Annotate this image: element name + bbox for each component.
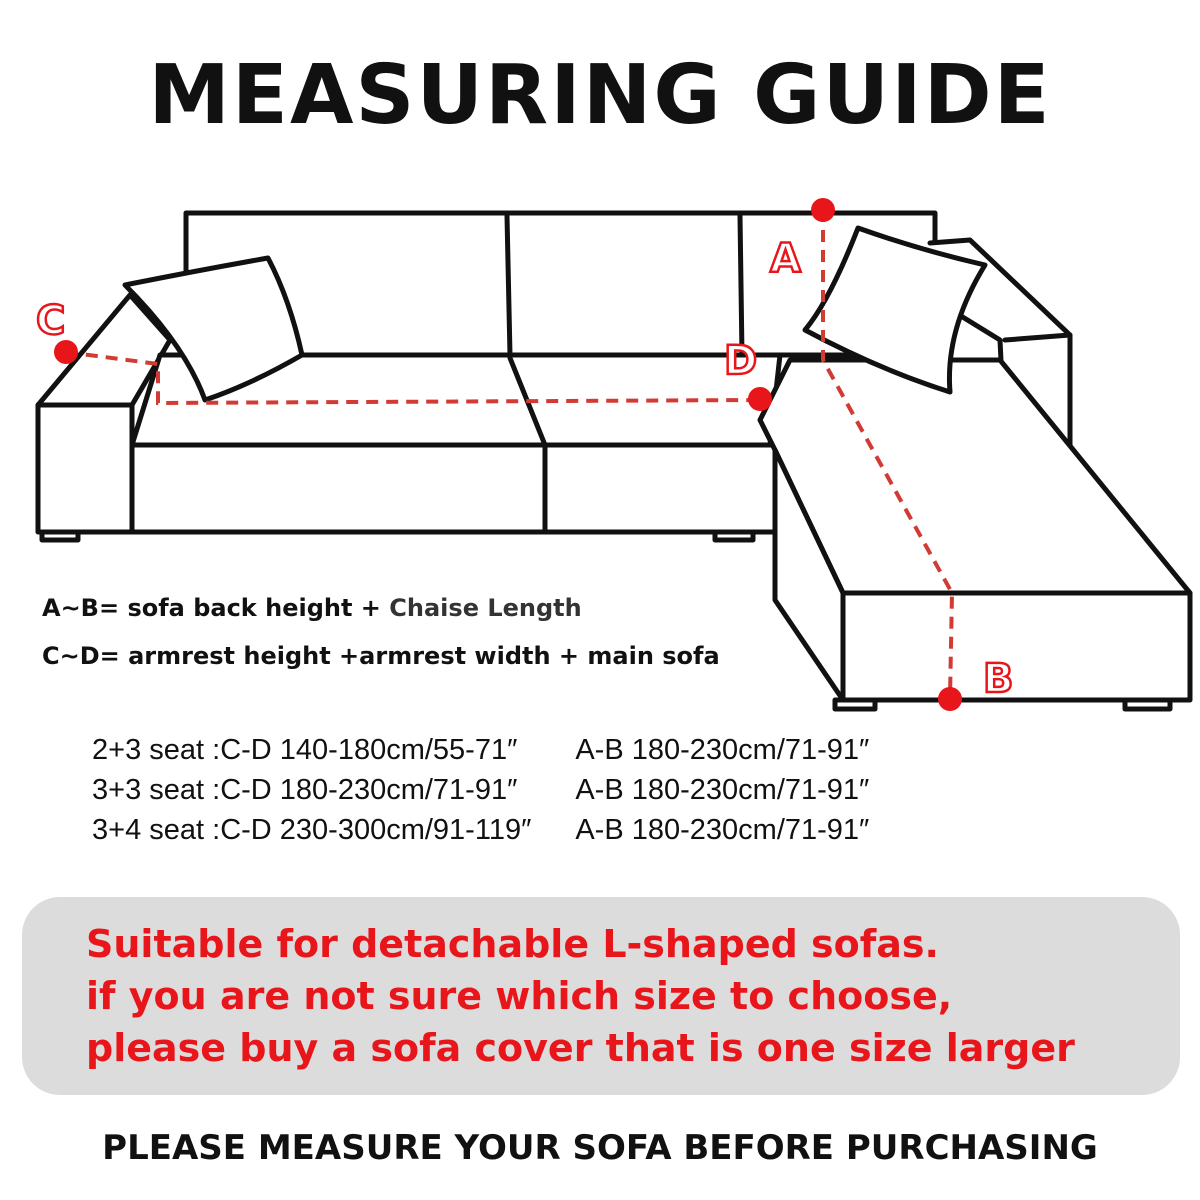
legend-ab-prefix: A~B= sofa back height +	[42, 594, 390, 622]
point-a	[811, 198, 835, 222]
sofa-outline	[38, 213, 1190, 709]
label-b: B	[983, 656, 1014, 702]
table-row	[92, 770, 869, 810]
point-d	[748, 387, 772, 411]
legend-ab	[42, 594, 582, 622]
cd-size: C-D 230-300cm/91-119″	[220, 813, 532, 846]
point-b	[938, 687, 962, 711]
seat-type: 3+4 seat :	[92, 813, 221, 846]
seat-type: 2+3 seat :	[92, 733, 221, 766]
label-d: D	[724, 338, 758, 384]
main-front	[132, 445, 775, 532]
ab-size: A-B 180-230cm/71-91″	[575, 733, 870, 766]
ab-size: A-B 180-230cm/71-91″	[575, 773, 870, 806]
page-title: MEASURING GUIDE	[148, 48, 1052, 143]
cd-size: C-D 180-230cm/71-91″	[220, 773, 518, 806]
note-line-1: Suitable for detachable L-shaped sofas.	[86, 922, 939, 966]
chaise-front	[843, 593, 1190, 700]
footer-text: PLEASE MEASURE YOUR SOFA BEFORE PURCHASING	[102, 1128, 1098, 1168]
label-c: C	[36, 298, 66, 344]
seat-type: 3+3 seat :	[92, 773, 221, 806]
note-line-3: please buy a sofa cover that is one size larger	[86, 1026, 1075, 1070]
size-table	[92, 730, 869, 850]
legend-ab-suffix: Chaise Length	[389, 594, 582, 622]
ab-size: A-B 180-230cm/71-91″	[575, 813, 870, 846]
cd-size: C-D 140-180cm/55-71″	[220, 733, 518, 766]
table-row	[92, 730, 869, 770]
legend-cd: C~D= armrest height +armrest width + main sofa	[42, 642, 720, 670]
note-line-2: if you are not sure which size to choose,	[86, 974, 953, 1018]
label-a: A	[770, 236, 801, 282]
table-row	[92, 810, 869, 850]
